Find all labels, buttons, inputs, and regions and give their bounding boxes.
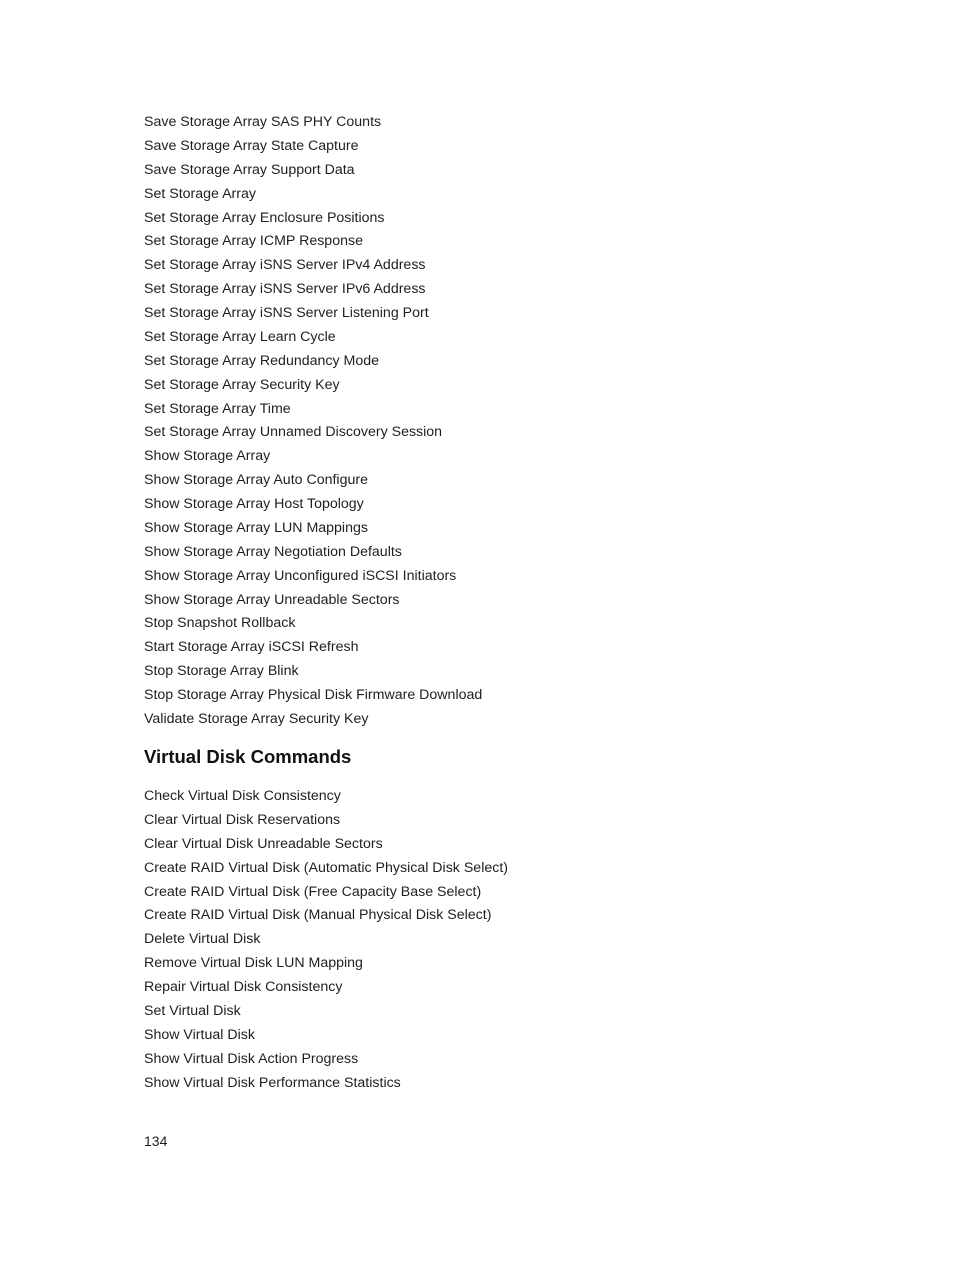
list-item: Stop Storage Array Physical Disk Firmware Download bbox=[144, 687, 483, 703]
list-item: Set Storage Array Learn Cycle bbox=[144, 328, 336, 345]
list-item: Create RAID Virtual Disk (Manual Physical Disk Select) bbox=[144, 907, 492, 924]
list-item: Remove Virtual Disk LUN Mapping bbox=[144, 955, 363, 972]
list-item: Save Storage Array Support Data bbox=[144, 161, 355, 178]
list-item: Show Virtual Disk bbox=[144, 1026, 255, 1043]
list-item: Create RAID Virtual Disk (Automatic Physical Disk Select) bbox=[144, 859, 508, 876]
list-item: Set Storage Array Time bbox=[144, 400, 291, 417]
storage-array-command-list bbox=[144, 111, 482, 732]
page-number: 134 bbox=[144, 1133, 168, 1149]
list-item: Set Storage Array Unnamed Discovery Session bbox=[144, 424, 443, 441]
list-item: Set Storage Array ICMP Response bbox=[144, 233, 363, 250]
list-item: Start Storage Array iSCSI Refresh bbox=[144, 639, 359, 656]
list-item: Stop Storage Array Blink bbox=[144, 663, 299, 680]
list-item: Show Storage Array Auto Configure bbox=[144, 472, 368, 489]
list-item: Show Storage Array Unconfigured iSCSI Initiators bbox=[144, 567, 457, 584]
list-item: Set Storage Array Enclosure Positions bbox=[144, 209, 385, 226]
list-item: Show Storage Array bbox=[144, 448, 271, 465]
list-item: Set Storage Array bbox=[144, 185, 256, 202]
list-item: Save Storage Array SAS PHY Counts bbox=[144, 114, 382, 130]
list-item: Check Virtual Disk Consistency bbox=[144, 788, 341, 804]
list-item: Clear Virtual Disk Unreadable Sectors bbox=[144, 835, 383, 852]
list-item: Show Virtual Disk Performance Statistics bbox=[144, 1074, 401, 1091]
list-item: Clear Virtual Disk Reservations bbox=[144, 811, 341, 828]
list-item: Set Virtual Disk bbox=[144, 1002, 241, 1019]
document-page bbox=[144, 0, 844, 1268]
list-item: Show Storage Array Host Topology bbox=[144, 496, 364, 512]
list-item: Set Storage Array iSNS Server IPv4 Address bbox=[144, 257, 426, 274]
list-item: Show Storage Array Negotiation Defaults bbox=[144, 543, 402, 560]
list-item: Set Storage Array Redundancy Mode bbox=[144, 352, 380, 369]
list-item: Set Storage Array iSNS Server IPv6 Address bbox=[144, 281, 426, 298]
list-item: Delete Virtual Disk bbox=[144, 931, 261, 948]
list-item: Show Storage Array Unreadable Sectors bbox=[144, 591, 400, 608]
list-item: Create RAID Virtual Disk (Free Capacity Base Select) bbox=[144, 883, 482, 900]
list-item: Repair Virtual Disk Consistency bbox=[144, 979, 343, 995]
list-item: Show Storage Array LUN Mappings bbox=[144, 519, 368, 536]
list-item: Set Storage Array iSNS Server Listening Port bbox=[144, 305, 429, 321]
list-item: Validate Storage Array Security Key bbox=[144, 710, 369, 727]
list-item: Show Virtual Disk Action Progress bbox=[144, 1050, 359, 1067]
section-heading: Virtual Disk Commands bbox=[144, 746, 352, 767]
list-item: Save Storage Array State Capture bbox=[144, 137, 359, 154]
list-item: Set Storage Array Security Key bbox=[144, 376, 340, 393]
virtual-disk-command-list bbox=[144, 785, 508, 1095]
list-item: Stop Snapshot Rollback bbox=[144, 615, 296, 632]
